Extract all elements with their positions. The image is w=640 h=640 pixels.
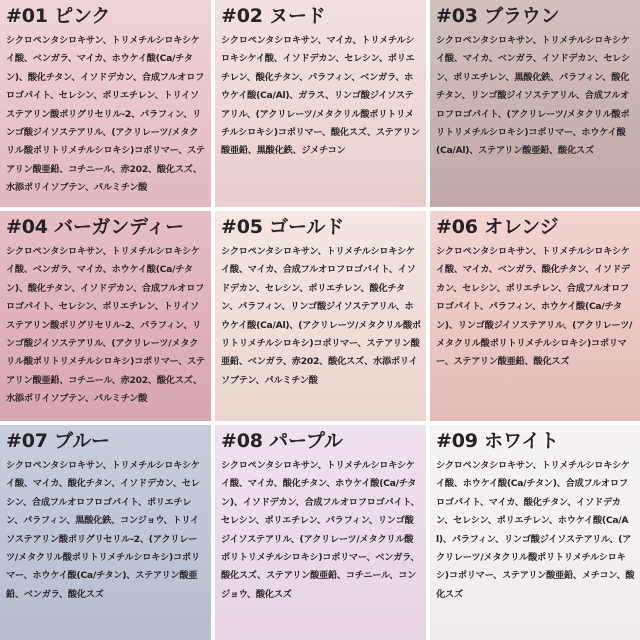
- ingredient-list: シクロペンタシロキサン、トリメチルシロキシケイ酸、ベンガラ、マイカ、ホウケイ酸(Ca/チタン)、酸化チタン、イソドデカン、合成フルオロフロゴパイト、セレシン、ポリエチレン、トリイソステアリン酸ポリグリセリル-2、パラフィン、リンゴ酸ジイソステアリル、(アクリレーツ/メタクリル酸ポリトリメチルシロキシ)コポリマー、ステアリン酸亜鉛、コチニール、赤202、酸化スズ、水添ポリイソブテン、パルミチン酸: [6, 35, 205, 194]
- ingredient-list: シクロペンタシロキサン、トリメチルシロキシケイ酸、ホウケイ酸(Ca/チタン)、合成フルオロフロゴパイト、マイカ、酸化チタン、イソドデカン、セレシン、ポリエチレン、ホウケイ酸(Ca/Al)、パラフィン、リンゴ酸ジイソステアリル、(アクリレーツ/メタクリル酸ポリトリメチルシロキシ)コポリマー、ステアリン酸亜鉛、メチコン、酸化スズ: [436, 460, 635, 600]
- ingredient-list: シクロペンタシロキサン、トリメチルシロキシケイ酸、マイカ、酸化チタン、ホウケイ酸(Ca/チタン)、イソドデカン、合成フルオロフロゴパイト、セレシン、ポリエチレン、パラフィン、リンゴ酸ジイソステアリル、(アクリレーツ/メタクリル酸ポリトリメチルシロキシ)コポリマー、ベンガラ、酸化スズ、ステアリン酸亜鉛、コチニール、コンジョウ、酸化スズ: [221, 460, 420, 600]
- shade-title: #05 ゴールド: [221, 216, 344, 238]
- shade-panel-purple: [215, 425, 426, 640]
- ingredient-list: シクロペンタシロキサン、トリメチルシロキシケイ酸、マイカ、ベンガラ、イソドデカン、セレシン、ポリエチレン、黒酸化鉄、パラフィン、酸化チタン、リンゴ酸ジイソステアリル、合成フルオロフロゴパイト、(アクリレーツ/メタクリル酸ポリトリメチルシロキシ)コポリマー、ホウケイ酸(Ca/Al)、ステアリン酸亜鉛、酸化スズ: [436, 35, 630, 157]
- shade-panel-brown: [430, 0, 640, 207]
- shade-title: #04 バーガンディー: [6, 216, 184, 238]
- ingredient-list: シクロペンタシロキサン、トリメチルシロキシケイ酸、マイカ、ベンガラ、酸化チタン、イソドデカン、セレシン、ポリエチレン、合成フルオロフロゴパイト、パラフィン、ホウケイ酸(Ca/チタン)、リンゴ酸ジイソステアリル、(アクリレーツ/メタクリル酸ポリトリメチルシロキシ)コポリマー、ステアリン酸亜鉛、酸化スズ: [436, 246, 633, 368]
- shade-panel-blue: [0, 425, 211, 640]
- ingredient-list: シクロペンタシロキサン、マイカ、トリメチルシロキシケイ酸、イソドデカン、セレシン、ポリエチレン、酸化チタン、パラフィン、ベンガラ、ホウケイ酸(Ca/Al)、ガラス、リンゴ酸ジイソステアリル、(アクリレーツ/メタクリル酸ポリトリメチルシロキシ)コポリマー、酸化スズ、ステアリン酸亜鉛、黒酸化鉄、ジメチコン: [221, 35, 420, 157]
- shade-panel-nude: [215, 0, 426, 207]
- shade-panel-gold: [215, 211, 426, 421]
- ingredient-list: シクロペンタシロキサン、トリメチルシロキシケイ酸、マイカ、酸化チタン、イソドデカン、セレシン、合成フルオロフロゴパイト、ポリエチレン、パラフィン、黒酸化鉄、コンジョウ、トリイソステアリン酸ポリグリセリル-2、(アクリレーツ/メタクリル酸ポリトリメチルシロキシ)コポリマー、ホウケイ酸(Ca/チタン)、ステアリン酸亜鉛、ベンガラ、酸化スズ: [6, 460, 200, 600]
- shade-title: #08 パープル: [221, 430, 343, 452]
- shade-panel-white: [430, 425, 640, 640]
- shade-title: #09 ホワイト: [436, 430, 559, 452]
- shade-title: #02 ヌード: [221, 5, 326, 27]
- ingredient-list: シクロペンタシロキサン、トリメチルシロキシケイ酸、マイカ、合成フルオロフロゴパイト、イソドデカン、セレシン、ポリエチレン、酸化チタン、パラフィン、リンゴ酸ジイソステアリル、ホウケイ酸(Ca/Al)、(アクリレーツ/メタクリル酸ポリトリメチルシロキシ)コポリマー、ステアリン酸亜鉛、ベンガラ、赤202、酸化スズ、水添ポリイソブテン、パルミチン酸: [221, 246, 421, 386]
- shade-title: #01 ピンク: [6, 5, 111, 27]
- shade-title: #07 ブルー: [6, 430, 110, 452]
- shade-panel-burgundy: [0, 211, 211, 421]
- shade-title: #06 オレンジ: [436, 216, 559, 238]
- shade-panel-orange: [430, 211, 640, 421]
- shade-panel-pink: [0, 0, 211, 207]
- ingredient-list: シクロペンタシロキサン、トリメチルシロキシケイ酸、ベンガラ、マイカ、ホウケイ酸(Ca/チタン)、酸化チタン、イソドデカン、合成フルオロフロゴパイト、セレシン、ポリエチレン、トリイソステアリン酸ポリグリセリル-2、パラフィン、リンゴ酸ジイソステアリル、(アクリレーツ/メタクリル酸ポリトリメチルシロキシ)コポリマー、ステアリン酸亜鉛、コチニール、赤202、酸化スズ、水添ポリイソブテン、パルミチン酸: [6, 246, 205, 405]
- shade-title: #03 ブラウン: [436, 5, 560, 27]
